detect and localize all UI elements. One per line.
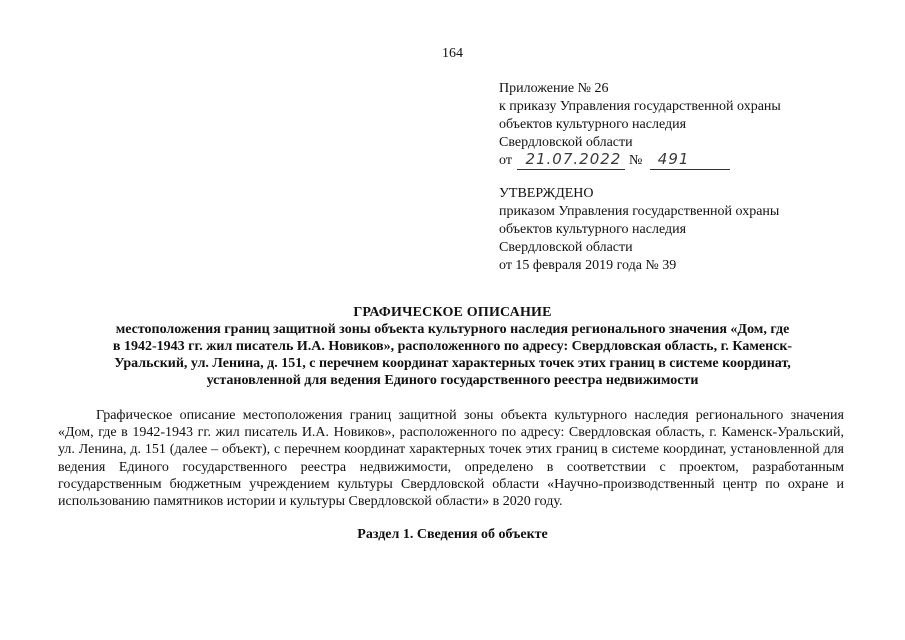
from-label: от: [499, 153, 512, 168]
title-heading: ГРАФИЧЕСКОЕ ОПИСАНИЕ: [353, 305, 552, 320]
document-title: [70, 304, 835, 389]
appendix-line: Приложение № 26: [499, 81, 609, 96]
appendix-date-line: [499, 152, 879, 170]
approval-line: Свердловской области: [499, 240, 633, 255]
handwritten-date: 21.07.2022: [525, 150, 622, 168]
approval-line: от 15 февраля 2019 года № 39: [499, 258, 677, 273]
appendix-line: объектов культурного наследия: [499, 117, 687, 132]
approval-line: приказом Управления государственной охраны: [499, 204, 780, 219]
approval-block: [499, 185, 879, 275]
number-label: №: [628, 153, 643, 168]
approval-line: УТВЕРЖДЕНО: [499, 186, 594, 201]
section-heading: Раздел 1. Сведения об объекте: [357, 527, 548, 542]
title-line: Уральский, ул. Ленина, д. 151, с перечнем координат характерных точек этих границ в системе координат,: [114, 356, 791, 371]
title-line: в 1942-1943 гг. жил писатель И.А. Новиков», расположенного по адресу: Свердловская область, г. Каменск-: [112, 339, 793, 354]
title-line: местоположения границ защитной зоны объекта культурного наследия регионального значения «Дом, где: [115, 322, 790, 337]
appendix-header: [499, 80, 879, 170]
approval-line: объектов культурного наследия: [499, 222, 687, 237]
page-number: 164: [442, 46, 463, 61]
handwritten-number: 491: [657, 150, 690, 168]
number-blank: [650, 150, 730, 170]
body-paragraph: Графическое описание местоположения границ защитной зоны объекта культурного наследия регионального значения «Дом, где в 1942-1943 гг. жил писатель И.А. Новиков», расположенного по адресу: Свердловская область, г. Каменск-Уральский, ул. Ленина, д. 151 (далее – объект), с перечнем координат характерных точек этих границ в системе координат, установленной для ведения Единого государственного реестра недвижимости, определено в соответствии с проектом, разработанным государственным бюджетным учреждением культуры Свердловской области «Научно-производственный центр по охране и использованию памятников истории и культуры Свердловской области» в 2020 году.: [58, 408, 844, 510]
title-line: установленной для ведения Единого государственного реестра недвижимости: [206, 373, 699, 388]
date-blank: [517, 150, 625, 170]
appendix-line: к приказу Управления государственной охраны: [499, 99, 781, 114]
appendix-line: Свердловской области: [499, 135, 633, 150]
